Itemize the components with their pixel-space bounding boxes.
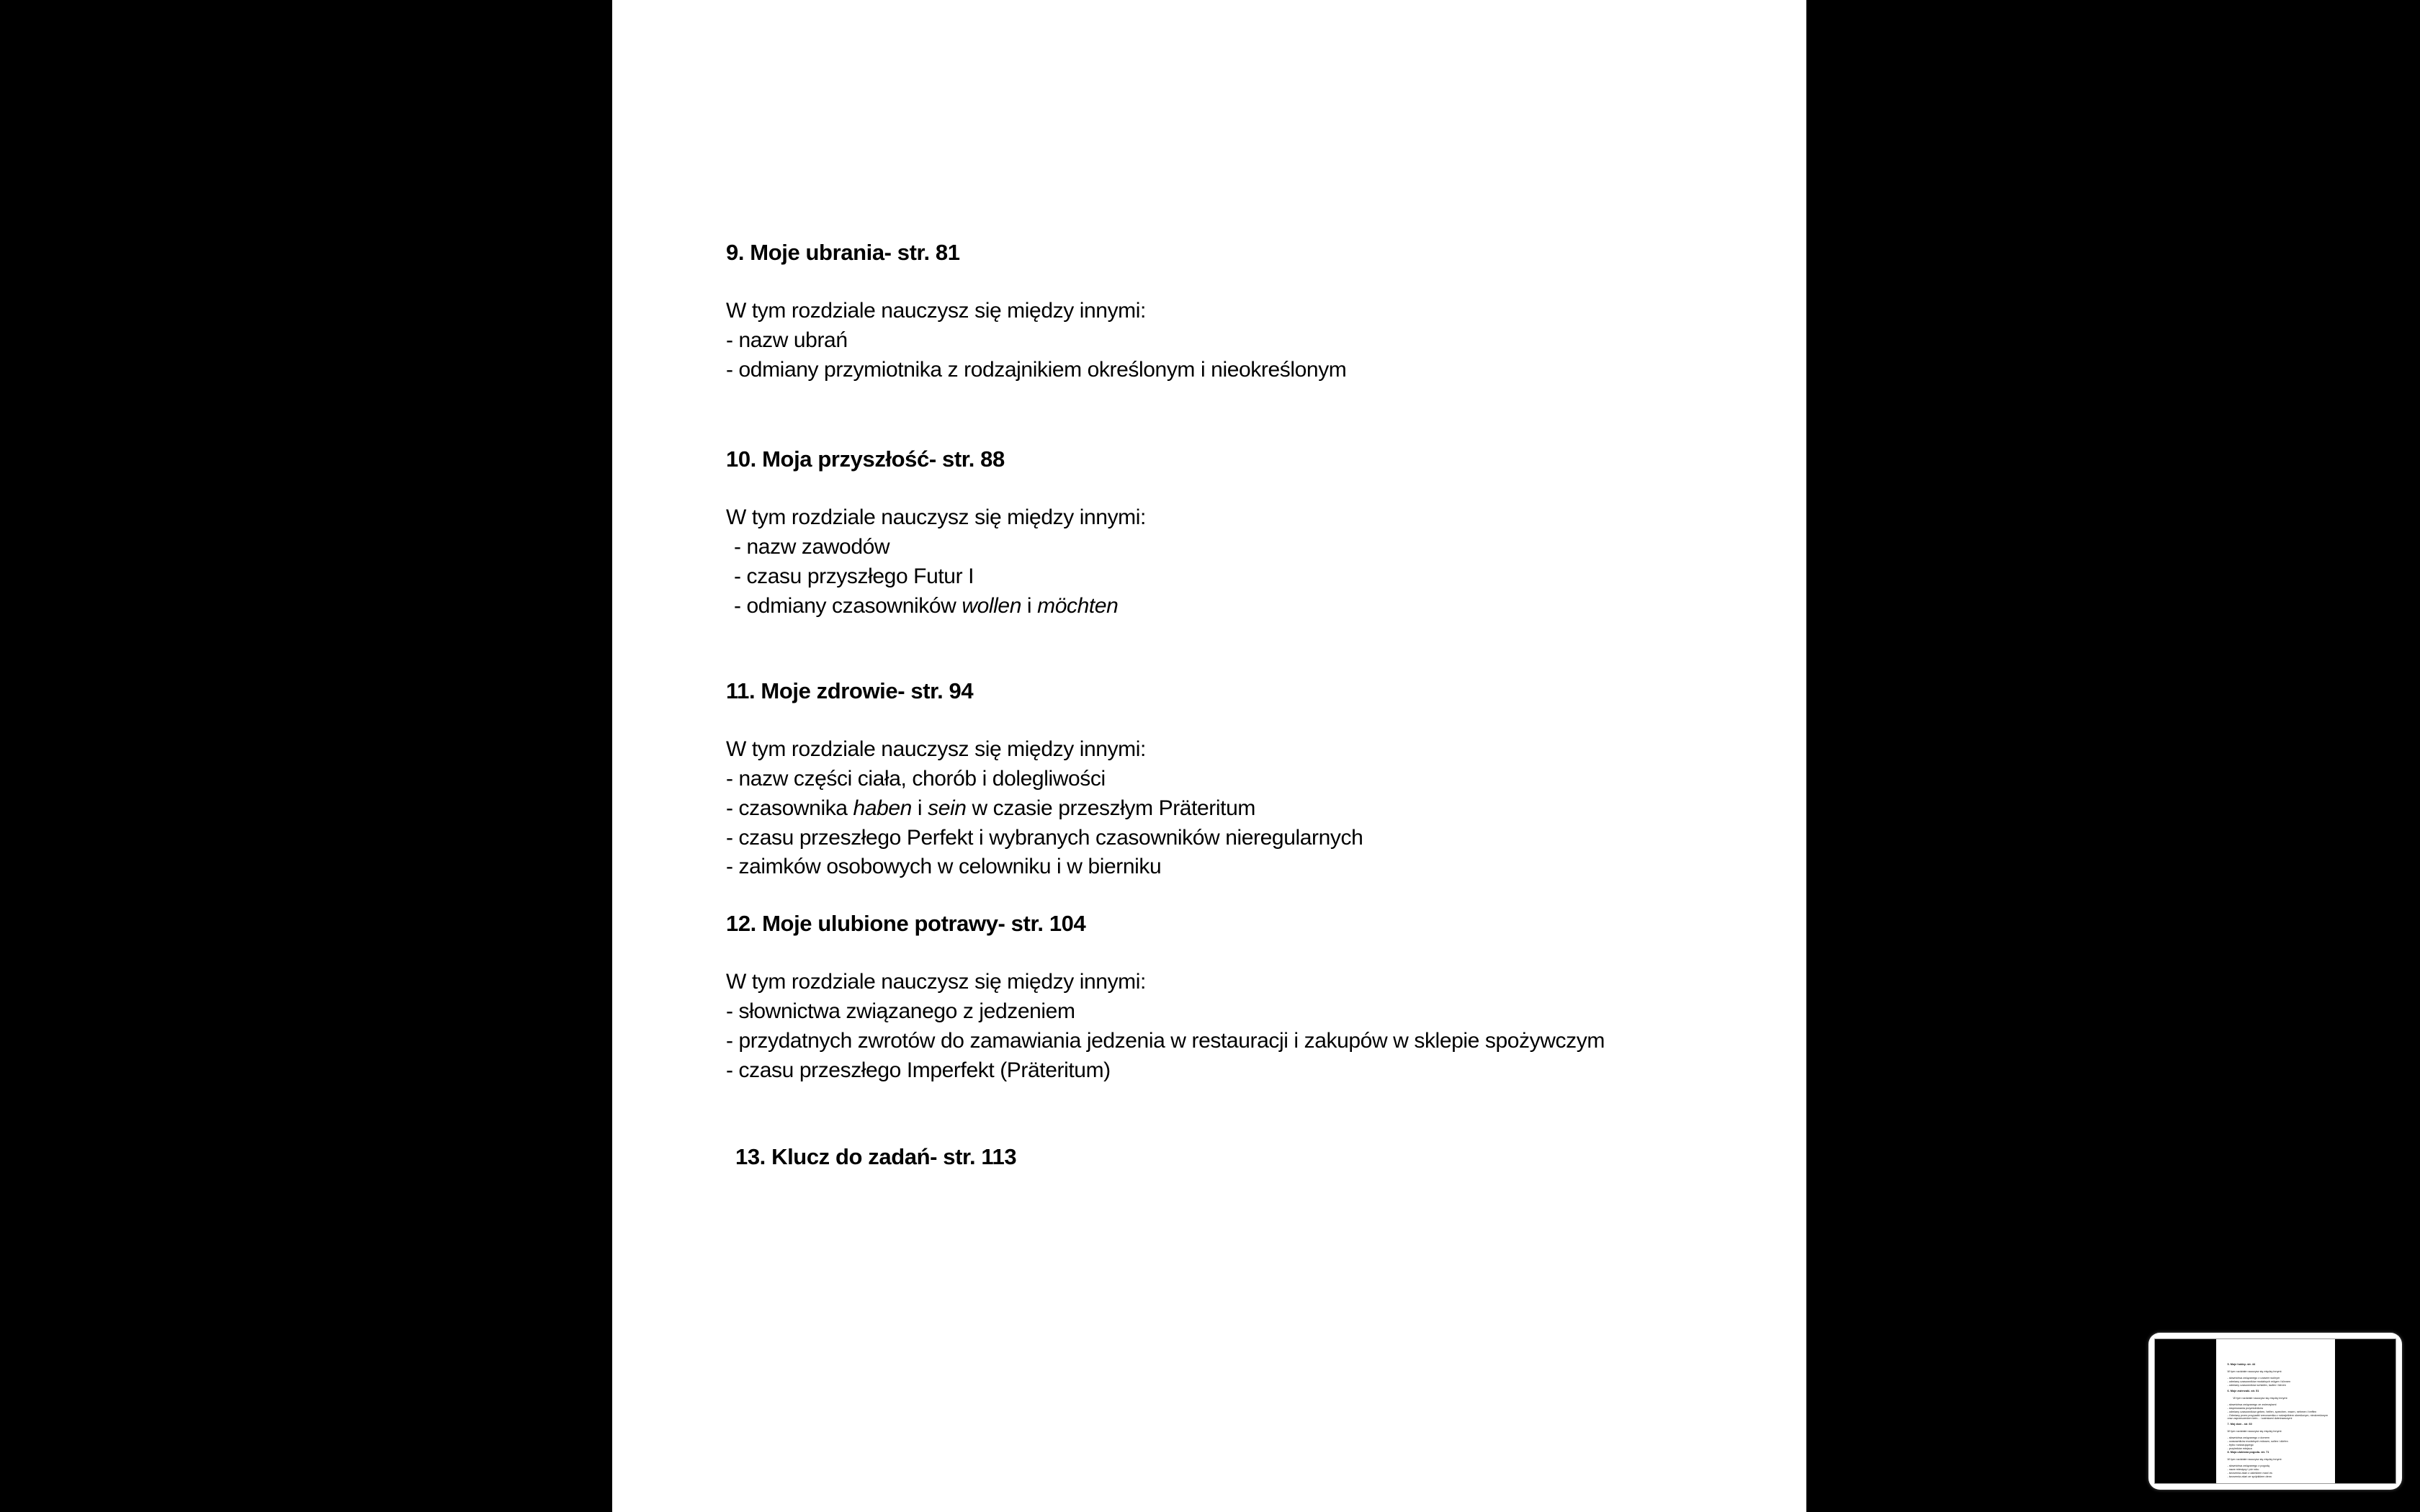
pip-bullet: - słownictwa związanego z pogodą <box>2227 1464 2269 1468</box>
italic-german-word: haben <box>853 796 912 820</box>
pip-bullet: - słownictwa związanego z czasem wolnym <box>2227 1377 2280 1380</box>
italic-german-word: wollen <box>962 593 1021 618</box>
section-intro: W tym rozdziale nauczysz się między innymi: <box>726 970 1146 994</box>
toc-bullet: - słownictwa związanego z jedzeniem <box>726 999 1075 1024</box>
pip-bullet: - Odmiany przez przypadki rzeczownika z rodzajnikiem określonym, nieokreślonym oraz zaprzeczeniem kein... i zaimkami dzierżawczymi <box>2227 1413 2328 1421</box>
toc-bullet <box>726 794 1778 824</box>
pip-bullet: - stopniowania przymiotników <box>2227 1406 2264 1410</box>
pip-bullet: - odmiany czasowników schlafen, laufen i fahren <box>2227 1383 2286 1387</box>
toc-bullet: - czasu przeszłego Perfekt i wybranych czasowników nieregularnych <box>726 825 1363 850</box>
toc-bullet: - odmiany przymiotnika z rodzajnikiem określonym i nieokreślonym <box>726 357 1347 382</box>
pip-section-intro: W tym rozdziale nauczysz się między innymi: <box>2227 1457 2282 1461</box>
pip-bullet: - słownictwa związanego z domem <box>2227 1436 2269 1440</box>
pip-mini-page <box>2216 1339 2335 1483</box>
toc-section-11 <box>726 677 1778 882</box>
pip-section-heading: 5. Moje hobby- str. 44 <box>2227 1363 2256 1366</box>
pip-bullet: - czasowników modalnych müssen, sollen i dürfen <box>2227 1439 2288 1443</box>
toc-bullet <box>726 592 1778 621</box>
toc-bullet: - czasu przeszłego Imperfekt (Präteritum) <box>726 1058 1111 1082</box>
section-heading: 9. Moje ubrania- str. 81 <box>726 240 960 265</box>
text-segment: - czasownika <box>726 796 853 820</box>
section-heading: 13. Klucz do zadań- str. 113 <box>735 1144 1017 1169</box>
section-heading: 11. Moje zdrowie- str. 94 <box>726 678 974 703</box>
italic-german-word: sein <box>928 796 967 820</box>
toc-bullet: - nazw części ciała, chorób i dolegliwości <box>726 767 1106 791</box>
pip-bullet: - tworzenia zdań z zaimkiem man/ es <box>2227 1471 2272 1475</box>
pip-section-heading: 7. Mój dom - str. 60 <box>2227 1423 2252 1426</box>
pip-section-intro: W tym rozdziale nauczysz się między innymi: <box>2227 1429 2282 1433</box>
spacer <box>726 939 1778 968</box>
pip-viewport <box>2154 1338 2396 1484</box>
pip-section-5 <box>2228 1363 2332 1387</box>
toc-bullet: - nazw ubrań <box>726 328 848 353</box>
text-segment: - odmiany czasowników <box>734 593 962 618</box>
pip-bullet: - odmiany czasowników geben, helfen, sprechen, essen, nehmen i treffen <box>2227 1410 2317 1413</box>
pip-bullet: - odmiany czasowników modalnych mögen i können <box>2227 1380 2291 1383</box>
pip-window[interactable] <box>2148 1333 2402 1490</box>
toc-section-13 <box>726 1143 1778 1172</box>
pip-section-intro: W tym rozdziale nauczysz się między innymi: <box>2227 1369 2282 1373</box>
toc-section-10 <box>726 445 1778 621</box>
section-heading: 12. Moje ulubione potrawy- str. 104 <box>726 911 1086 936</box>
pip-bullet: - przyimków miejsca <box>2227 1446 2252 1450</box>
slide-page <box>612 0 1806 1512</box>
toc-bullet: - zaimków osobowych w celowniku i w bierniku <box>726 855 1162 879</box>
italic-german-word: möchten <box>1037 593 1119 618</box>
section-intro: W tym rozdziale nauczysz się między innymi: <box>726 505 1146 530</box>
pip-bullet: - nazw miesięcy i pór roku <box>2227 1467 2259 1471</box>
spacer <box>726 706 1778 736</box>
toc-section-9 <box>726 238 1778 385</box>
text-segment: w czasie przeszłym Präteritum <box>966 796 1255 820</box>
pip-section-heading: 8. Moja ulubiona pogoda- str. 71 <box>2227 1451 2269 1454</box>
pip-section-heading: 6. Moje zwierzaki- str. 51 <box>2227 1390 2259 1392</box>
toc-bullet: - przydatnych zwrotów do zamawiania jedzenia w restauracji i zakupów w sklepie spożywczym <box>726 1028 1605 1053</box>
section-intro: W tym rozdziale nauczysz się między innymi: <box>726 299 1146 323</box>
pip-bullet: - słownictwa związanego ze zwierzętami <box>2227 1403 2277 1407</box>
pip-section-6 <box>2228 1390 2332 1421</box>
text-segment: i <box>1021 593 1038 618</box>
pip-bullet: - trybu rozkazującego <box>2227 1443 2254 1446</box>
toc-section-12 <box>726 909 1778 1085</box>
spacer <box>726 474 1778 504</box>
pip-section-intro: W tym rozdziale nauczysz się między innymi: <box>2233 1396 2288 1400</box>
section-intro: W tym rozdziale nauczysz się między innymi: <box>726 737 1146 762</box>
pip-bullet: - tworzenia zdań ze spójnikiem denn <box>2227 1475 2272 1478</box>
pip-section-7 <box>2228 1423 2332 1450</box>
spacer <box>726 268 1778 297</box>
section-heading: 10. Moja przyszłość- str. 88 <box>726 446 1005 472</box>
pip-section-8 <box>2228 1451 2332 1478</box>
toc-bullet: - nazw zawodów <box>734 535 890 559</box>
toc-bullet: - czasu przyszłego Futur I <box>734 564 974 588</box>
text-segment: i <box>911 796 928 820</box>
